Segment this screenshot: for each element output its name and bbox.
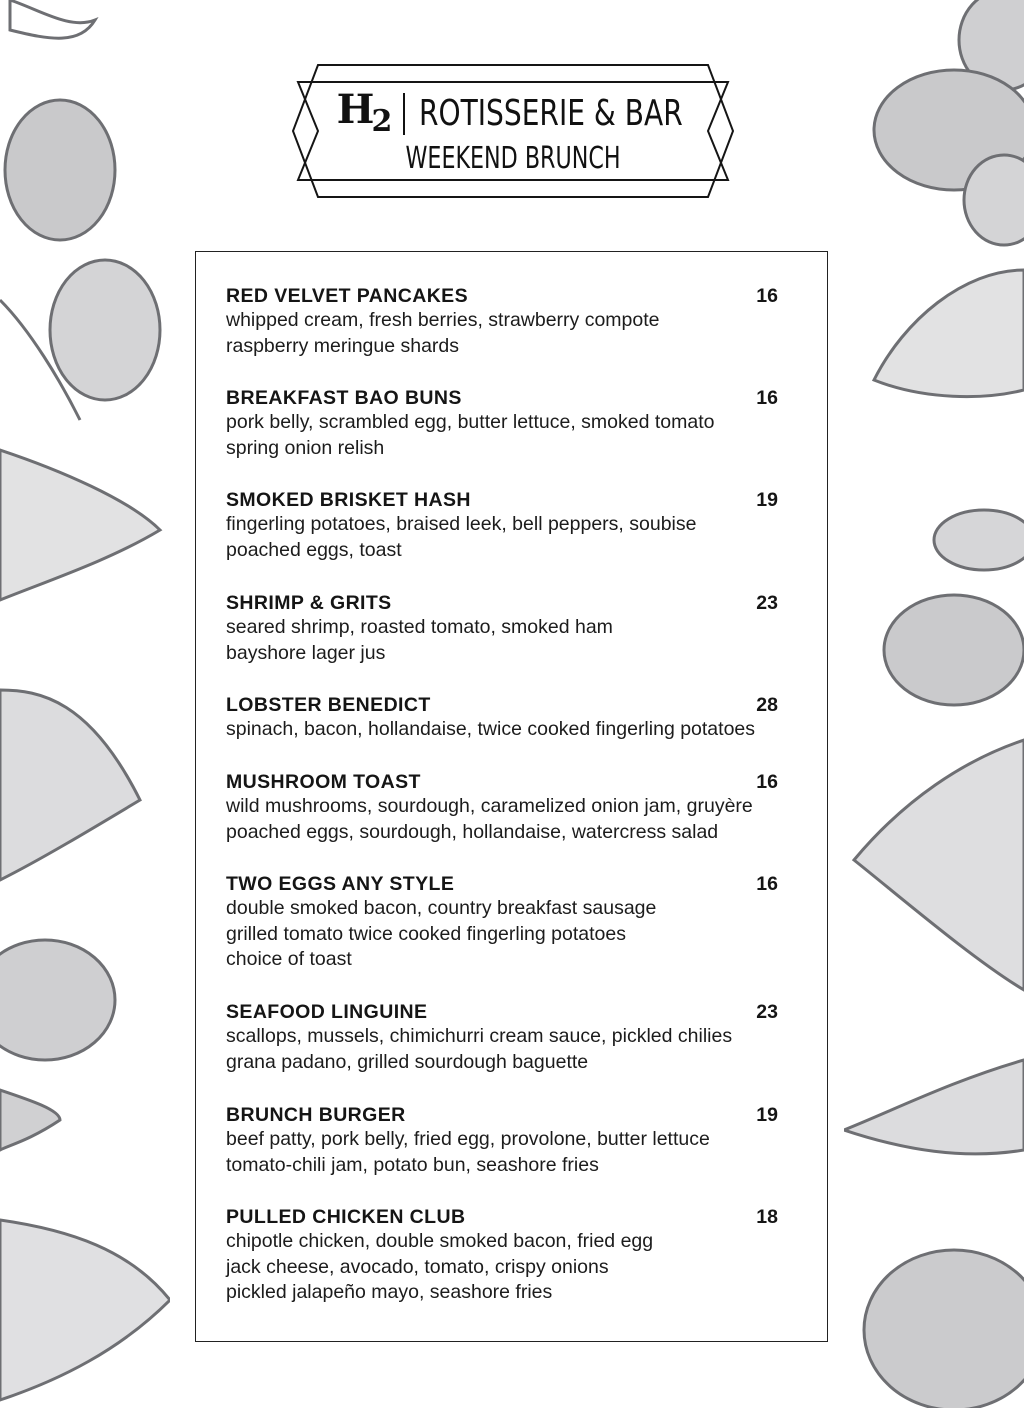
item-description: choice of toast — [226, 948, 352, 971]
item-description: grana padano, grilled sourdough baguette — [226, 1050, 589, 1073]
logo-row — [288, 86, 738, 139]
h2-logo: $H_2$ — [336, 86, 390, 139]
item-price: 16 — [756, 771, 778, 793]
item-price: 19 — [756, 1104, 778, 1126]
logo-divider — [403, 93, 405, 135]
item-description: poached eggs, sourdough, hollandaise, watercress salad — [226, 820, 719, 843]
right-hops-illustration — [844, 0, 1024, 1408]
item-name: BRUNCH BURGER — [226, 1104, 406, 1126]
item-description: pickled jalapeño mayo, seashore fries — [226, 1281, 553, 1304]
item-price: 16 — [756, 387, 778, 409]
item-description: spring onion relish — [226, 436, 385, 459]
item-name: RED VELVET PANCAKES — [226, 285, 468, 307]
item-description: fingerling potatoes, braised leek, bell peppers, soubise — [226, 513, 697, 535]
item-description: spinach, bacon, hollandaise, twice cooked fingerling potatoes — [226, 718, 756, 740]
menu-item — [226, 592, 796, 666]
item-price: 28 — [756, 694, 778, 716]
item-description: scallops, mussels, chimichurri cream sauce, pickled chilies — [226, 1025, 733, 1047]
menu-item — [226, 694, 796, 743]
item-name: SHRIMP & GRITS — [226, 592, 392, 614]
menu-header — [288, 62, 738, 200]
item-price: 18 — [756, 1206, 778, 1228]
item-name: SMOKED BRISKET HASH — [226, 489, 471, 511]
menu-item — [226, 1001, 796, 1075]
item-description: seared shrimp, roasted tomato, smoked ham — [226, 616, 613, 638]
item-description: chipotle chicken, double smoked bacon, fried egg — [226, 1230, 654, 1252]
item-price: 19 — [756, 489, 778, 511]
item-description: poached eggs, toast — [226, 538, 402, 561]
item-name: MUSHROOM TOAST — [226, 771, 421, 793]
item-description: wild mushrooms, sourdough, caramelized onion jam, gruyère — [226, 795, 753, 817]
left-hops-illustration — [0, 0, 170, 1408]
item-name: SEAFOOD LINGUINE — [226, 1001, 428, 1023]
menu-item — [226, 1104, 796, 1178]
item-name: LOBSTER BENEDICT — [226, 694, 431, 716]
item-description: grilled tomato twice cooked fingerling potatoes — [226, 922, 626, 945]
item-description: pork belly, scrambled egg, butter lettuce, smoked tomato — [226, 411, 715, 433]
menu-title: WEEKEND BRUNCH — [405, 141, 621, 176]
item-price: 16 — [756, 873, 778, 895]
item-description: raspberry meringue shards — [226, 334, 460, 357]
menu-item — [226, 1206, 796, 1306]
item-description: jack cheese, avocado, tomato, crispy onions — [226, 1255, 609, 1278]
item-description: tomato-chili jam, potato bun, seashore fries — [226, 1153, 599, 1176]
menu-item — [226, 873, 796, 973]
menu-list — [195, 251, 828, 1342]
item-name: PULLED CHICKEN CLUB — [226, 1206, 466, 1228]
item-description: beef patty, pork belly, fried egg, provolone, butter lettuce — [226, 1128, 710, 1150]
menu-item — [226, 771, 796, 845]
item-description: double smoked bacon, country breakfast sausage — [226, 897, 657, 919]
menu-item — [226, 489, 796, 563]
item-price: 16 — [756, 285, 778, 307]
item-price: 23 — [756, 1001, 778, 1023]
menu-item — [226, 387, 796, 461]
item-description: whipped cream, fresh berries, strawberry compote — [226, 309, 660, 331]
item-name: TWO EGGS ANY STYLE — [226, 873, 455, 895]
item-description: bayshore lager jus — [226, 641, 386, 664]
restaurant-name: ROTISSERIE & BAR — [419, 92, 684, 134]
item-price: 23 — [756, 592, 778, 614]
item-name: BREAKFAST BAO BUNS — [226, 387, 462, 409]
menu-item — [226, 285, 796, 359]
